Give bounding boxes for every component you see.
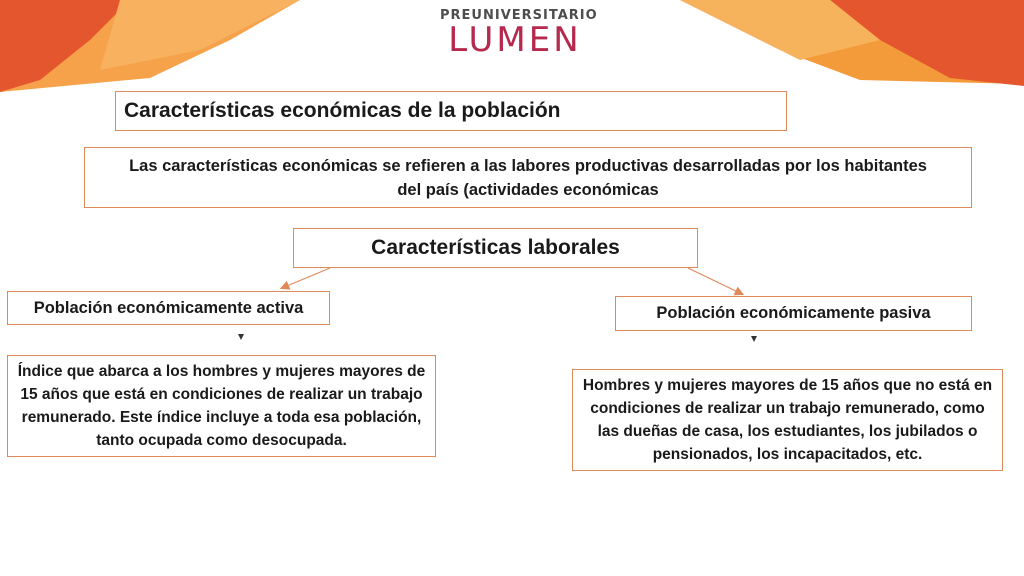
central-concept: Características laborales: [293, 228, 698, 268]
logo-name: LUMEN: [448, 20, 582, 60]
passive-down-marker-icon: [751, 336, 757, 342]
lumen-logo: [440, 8, 598, 60]
intro-definition: Las características económicas se refieren a las labores productivas desarrolladas por los habitantes del país (actividades económicas: [84, 147, 972, 208]
passive-population-heading: Población económicamente pasiva: [615, 296, 972, 331]
decor-left-light: [100, 0, 300, 70]
passive-population-description: Hombres y mujeres mayores de 15 años que no está en condiciones de realizar un trabajo remunerado, como las dueñas de casa, los estudiantes, los jubilados o pensionados, los incapacitados, etc.: [572, 369, 1003, 471]
active-population-heading: Población económicamente activa: [7, 291, 330, 325]
active-population-description: Índice que abarca a los hombres y mujeres mayores de 15 años que está en condiciones de realizar un trabajo remunerado. Este índice incluye a toda esa población, tanto ocupada como desocupada.: [7, 355, 436, 457]
main-title: Características económicas de la población: [115, 91, 787, 131]
active-down-marker-icon: [238, 334, 244, 340]
logo-subtitle: PREUNIVERSITARIO: [440, 8, 598, 23]
